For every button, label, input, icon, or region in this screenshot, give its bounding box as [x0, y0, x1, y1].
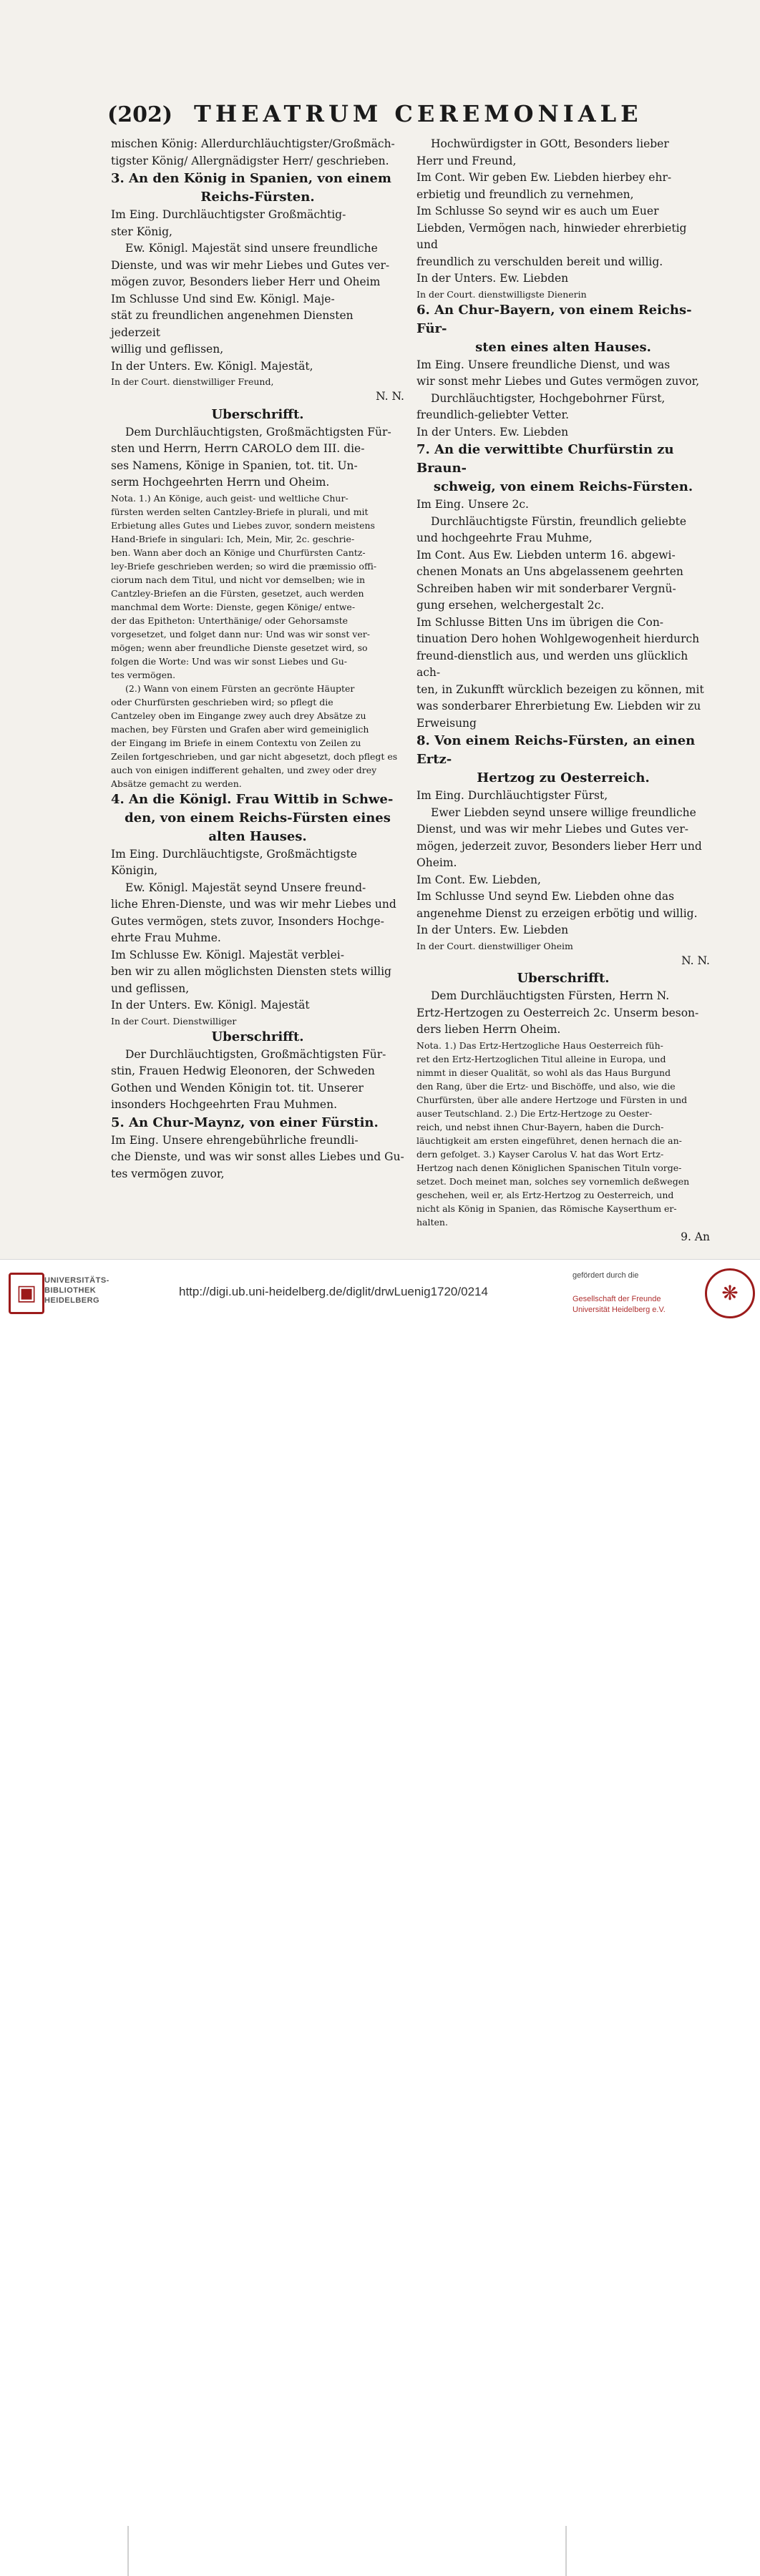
right-column-line: Hertzog zu Oesterreich.	[477, 770, 650, 785]
left-column-line: Hand-Briefe in singulari: Ich, Mein, Mir, 2c. geschrie-	[111, 533, 355, 544]
right-column-line: Im Eing. Unsere freundliche Dienst, und was	[416, 358, 671, 371]
left-column-line: Ew. Königl. Majestät sind unsere freundliche	[125, 242, 378, 255]
left-column-line: Erbietung alles Gutes und Liebes zuvor, sondern meistens	[111, 519, 375, 531]
right-column-line: Durchläuchtigste Fürstin, freundlich geliebte	[431, 514, 687, 528]
left-column-line: stät zu freundlichen angenehmen Diensten jederzeit	[111, 309, 354, 339]
left-column-line: Reichs-Fürsten.	[200, 190, 315, 205]
right-column-line: tinuation Dero hohen Wohlgewogenheit hierdurch	[416, 632, 700, 645]
right-column-line: sten eines alten Hauses.	[475, 339, 651, 355]
page-header	[107, 100, 710, 133]
scanned-page	[0, 0, 760, 1259]
left-column-line: willig und geflissen,	[111, 343, 224, 356]
left-column-line: Zeilen fortgeschrieben, und gar nicht abgesetzt, doch pflegt es	[111, 750, 398, 762]
left-column-line: che Dienste, und was wir sonst alles Liebes und Gu-	[111, 1150, 404, 1163]
left-column-line: Im Eing. Durchläuchtigste, Großmächtigste	[111, 847, 357, 861]
left-column-line: Ew. Königl. Majestät seynd Unsere freund-	[125, 881, 366, 894]
left-column-line: ben. Wann aber doch an Könige und Churfürsten Cantz-	[111, 547, 366, 558]
right-column-line: Im Cont. Aus Ew. Liebden unterm 16. abgewi-	[416, 548, 676, 562]
right-column-line: N. N.	[681, 954, 710, 967]
right-column-line: 6. An Chur-Bayern, von einem Reichs-Für-	[416, 302, 692, 336]
left-column-line: Uberschrifft.	[211, 406, 304, 422]
right-column-line: Ertz-Hertzogen zu Oesterreich 2c. Unserm beson-	[416, 1006, 699, 1019]
left-column-line: mischen König: Allerdurchläuchtigster/Großmäch-	[111, 137, 395, 150]
left-column-line: mögen; wenn aber freundliche Dienste gesetzet wird, so	[111, 642, 368, 653]
left-column-line: ben wir zu allen möglichsten Diensten stets willig	[111, 965, 391, 978]
right-column-line: schweig, von einem Reichs-Fürsten.	[433, 479, 693, 494]
right-column-line: In der Court. dienstwilliger Oheim	[416, 940, 573, 951]
right-column-line: Hochwürdigster in GOtt, Besonders lieber	[431, 137, 669, 150]
right-column-line: Durchläuchtigster, Hochgebohrner Fürst,	[431, 391, 666, 405]
right-column-line: halten.	[416, 1216, 448, 1228]
left-column-line: alten Hauses.	[208, 828, 307, 844]
left-column-line: Dem Durchläuchtigsten, Großmächtigsten Für-	[125, 425, 391, 439]
right-column-line: Nota. 1.) Das Ertz-Hertzogliche Haus Oesterreich füh-	[416, 1039, 663, 1051]
right-column-line: was sonderbarer Ehrerbietung Ew. Liebden wir zu	[416, 700, 701, 712]
left-column-line: fürsten werden selten Cantzley-Briefe in plurali, und mit	[111, 506, 369, 517]
left-column-line: oder Churfürsten geschrieben wird; so pflegt die	[111, 696, 333, 707]
right-column-line: ders lieben Herrn Oheim.	[416, 1023, 561, 1036]
left-column-line: ehrte Frau Muhme.	[111, 931, 221, 944]
right-column-line: erbietig und freundlich zu vernehmen,	[416, 187, 634, 201]
sponsor-society: Gesellschaft der Freunde Universität Heidelberg e.V.	[573, 1295, 666, 1314]
university-library-logo-icon: ▣	[9, 1273, 44, 1314]
right-column-line: In der Unters. Ew. Liebden	[416, 272, 569, 285]
right-column-line: chenen Monats an Uns abgelassenem geehrten	[416, 565, 683, 578]
left-column-line: Dienste, und was wir mehr Liebes und Gutes ver-	[111, 258, 390, 272]
left-column-line: Im Eing. Unsere ehrengebührliche freundli-	[111, 1133, 359, 1147]
left-column-line: der das Epitheton: Unterthänige/ oder Gehorsamste	[111, 614, 349, 626]
left-column-line: Uberschrifft.	[211, 1029, 304, 1044]
right-column-line: setzet. Doch meinet man, solches sey vornemlich deßwegen	[416, 1175, 690, 1187]
left-column-line: In der Court. dienstwilliger Freund,	[111, 376, 274, 387]
right-column-line: 9. An	[681, 1230, 710, 1243]
left-column-line: vorgesetzet, und folget dann nur: Und was wir sonst ver-	[111, 628, 370, 640]
right-column-line: Dienst, und was wir mehr Liebes und Gutes ver-	[416, 823, 688, 836]
right-column-line: Im Cont. Wir geben Ew. Liebden hierbey ehr-	[416, 171, 672, 184]
right-column-line: angenehme Dienst zu erzeigen erbötig und willig.	[416, 906, 698, 920]
right-column-line: den Rang, über die Ertz- und Bischöffe, und also, wie die	[416, 1080, 676, 1092]
left-column-line: Absätze gemacht zu werden.	[111, 778, 242, 789]
left-column-line: 3. An den König in Spanien, von einem	[111, 171, 391, 186]
left-column-line: Im Schlusse Und sind Ew. Königl. Maje-	[111, 292, 335, 305]
right-column-line: freundlich-geliebter Vetter.	[416, 408, 570, 421]
right-column-line: Im Schlusse So seynd wir es auch um Euer	[416, 205, 659, 217]
left-column-line: Cantzley-Briefen an die Fürsten, gesetzet, auch werden	[111, 587, 364, 599]
right-column-line: reich, und nebst ihnen Chur-Bayern, haben die Durch-	[416, 1121, 664, 1132]
right-column-line: Im Schlusse Und seynd Ew. Liebden ohne das	[416, 890, 675, 903]
left-column-line: ciorum nach dem Titul, und nicht vor demselben; wie in	[111, 574, 366, 585]
right-column-line: Im Schlusse Bitten Uns im übrigen die Con-	[416, 615, 664, 629]
left-column-line: sten und Herrn, Herrn CAROLO dem III. die-	[111, 442, 365, 455]
right-column-line: Oheim.	[416, 856, 457, 869]
sponsor-label: gefördert durch die	[573, 1271, 639, 1280]
right-column-line: Im Cont. Ew. Liebden,	[416, 873, 541, 886]
left-column-line: stin, Frauen Hedwig Eleonoren, der Schweden	[111, 1064, 375, 1077]
library-name: UNIVERSITÄTS- BIBLIOTHEK HEIDELBERG	[44, 1276, 109, 1305]
left-column-line: insonders Hochgeehrten Frau Muhmen.	[111, 1098, 338, 1111]
page-number: (202)	[107, 102, 173, 127]
left-column-line: Königin,	[111, 864, 158, 877]
right-column-line: Herr und Freund,	[416, 154, 517, 167]
right-column-line: freund-dienstlich aus, und werden uns glücklich ach-	[416, 649, 688, 679]
left-column-line: Im Eing. Durchläuchtigster Großmächtig-	[111, 208, 346, 221]
right-column-line: freundlich zu verschulden bereit und willig.	[416, 255, 663, 268]
left-column-line: In der Unters. Ew. Königl. Majestät,	[111, 359, 313, 373]
left-column-line: Gutes vermögen, stets zuvor, Insonders Hochge-	[111, 914, 384, 928]
left-column-line: manchmal dem Worte: Dienste, gegen Könige/ entwe-	[111, 601, 356, 612]
left-column-line: Nota. 1.) An Könige, auch geist- und weltliche Chur-	[111, 492, 349, 504]
left-column-line: tes vermögen zuvor,	[111, 1167, 225, 1180]
right-column-line: In der Unters. Ew. Liebden	[416, 425, 569, 439]
left-column-line: mögen zuvor, Besonders lieber Herr und Oheim	[111, 275, 381, 288]
left-column-line: Der Durchläuchtigsten, Großmächtigsten Für-	[125, 1047, 386, 1061]
right-column-line: und hochgeehrte Frau Muhme,	[416, 532, 593, 544]
left-column-line: In der Court. Dienstwilliger	[111, 1015, 237, 1027]
divider	[127, 2526, 129, 2576]
right-column-line: 7. An die verwittibte Churfürstin zu Braun-	[416, 442, 674, 476]
permalink-url[interactable]: http://digi.ub.uni-heidelberg.de/diglit/drwLuenig1720/0214	[179, 1285, 488, 1298]
right-column-line: Churfürsten, über alle andere Hertzoge und Fürsten in und	[416, 1094, 688, 1105]
left-column-line: N. N.	[376, 390, 404, 403]
left-column-line: 4. An die Königl. Frau Wittib in Schwe-	[111, 791, 394, 807]
right-column-line: auser Teutschland. 2.) Die Ertz-Hertzoge zu Oester-	[416, 1107, 653, 1119]
right-column-line: Erweisung	[416, 716, 477, 730]
left-column-line: machen, bey Fürsten und Grafen aber wird gemeiniglich	[111, 723, 369, 735]
left-column-line: Cantzeley oben im Eingange zwey auch drey Absätze zu	[111, 710, 366, 721]
right-column-line: Schreiben haben wir mit sonderbarer Vergnü-	[416, 582, 676, 595]
right-column-line: wir sonst mehr Liebes und Gutes vermögen zuvor,	[416, 375, 700, 388]
left-column-line: und geflissen,	[111, 981, 190, 995]
right-column-line: Im Eing. Unsere 2c.	[416, 498, 529, 511]
right-column-line: 8. Von einem Reichs-Fürsten, an einen Ertz-	[416, 733, 696, 767]
right-column-line: Liebden, Vermögen nach, hinwieder ehrerbietig und	[416, 221, 687, 251]
right-column-line: Im Eing. Durchläuchtigster Fürst,	[416, 789, 608, 802]
left-column-line: serm Hochgeehrten Herrn und Oheim.	[111, 476, 330, 489]
left-column-line: folgen die Worte: Und was wir sonst Liebes und Gu-	[111, 655, 348, 667]
right-column-line: In der Court. dienstwilligste Dienerin	[416, 288, 587, 300]
left-column-line: (2.) Wann von einem Fürsten an gecrönte Häupter	[125, 682, 355, 694]
left-column-line: ley-Briefe geschrieben werden; so wird die præmissio offi-	[111, 560, 377, 572]
running-title: THEATRUM CEREMONIALE	[194, 100, 643, 127]
right-column-line: ten, in Zukunfft würcklich bezeigen zu können, mit	[416, 682, 704, 696]
divider	[565, 2526, 567, 2576]
right-column-line: Hertzog nach denen Königlichen Spanischen Tituln vorge-	[416, 1162, 682, 1173]
right-column-line: nicht als König in Spanien, das Römische Kayserthum er-	[416, 1203, 677, 1214]
right-column-line: nimmt in dieser Qualität, so wohl als das Haus Burgund	[416, 1067, 671, 1078]
left-column-line: der Eingang im Briefe in einem Contextu von Zeilen zu	[111, 737, 361, 748]
right-column-line: mögen, jederzeit zuvor, Besonders lieber Herr und	[416, 839, 702, 853]
left-column-line: den, von einem Reichs-Fürsten eines	[125, 810, 391, 826]
left-column-line: ses Namens, Könige in Spanien, tot. tit. Un-	[111, 459, 358, 472]
left-column-line: In der Unters. Ew. Königl. Majestät	[111, 999, 310, 1012]
left-column-line: 5. An Chur-Maynz, von einer Fürstin.	[111, 1115, 379, 1130]
right-column-line: gung ersehen, welchergestalt 2c.	[416, 599, 605, 612]
right-column-line: ret den Ertz-Hertzoglichen Titul alleine in Europa, und	[416, 1053, 666, 1064]
right-column-line: In der Unters. Ew. Liebden	[416, 924, 569, 936]
right-column	[416, 136, 710, 1245]
right-column-line: Dem Durchläuchtigsten Fürsten, Herrn N.	[431, 989, 670, 1002]
left-column	[111, 136, 404, 1182]
left-column-line: tes vermögen.	[111, 669, 176, 680]
left-column-line: auch von einigen indifferent gehalten, und zwey oder drey	[111, 764, 377, 775]
right-column-line: Ewer Liebden seynd unsere willige freundliche	[431, 805, 696, 819]
university-seal-icon: ❋	[705, 1268, 755, 1318]
left-column-line: ster König,	[111, 225, 172, 238]
left-column-line: tigster König/ Allergnädigster Herr/ geschrieben.	[111, 154, 389, 167]
right-column-line: Uberschrifft.	[517, 971, 610, 986]
left-column-line: Im Schlusse Ew. Königl. Majestät verblei-	[111, 948, 344, 961]
left-column-line: Gothen und Wenden Königin tot. tit. Unserer	[111, 1081, 364, 1094]
left-column-line: liche Ehren-Dienste, und was wir mehr Liebes und	[111, 898, 396, 911]
right-column-line: geschehen, weil er, als Ertz-Hertzog zu Oesterreich, und	[416, 1189, 674, 1200]
viewer-footer	[0, 1259, 760, 1325]
right-column-line: dern gefolget. 3.) Kayser Carolus V. hat das Wort Ertz-	[416, 1148, 664, 1160]
right-column-line: läuchtigkeit am ersten eingeführet, denen hernach die an-	[416, 1135, 682, 1146]
